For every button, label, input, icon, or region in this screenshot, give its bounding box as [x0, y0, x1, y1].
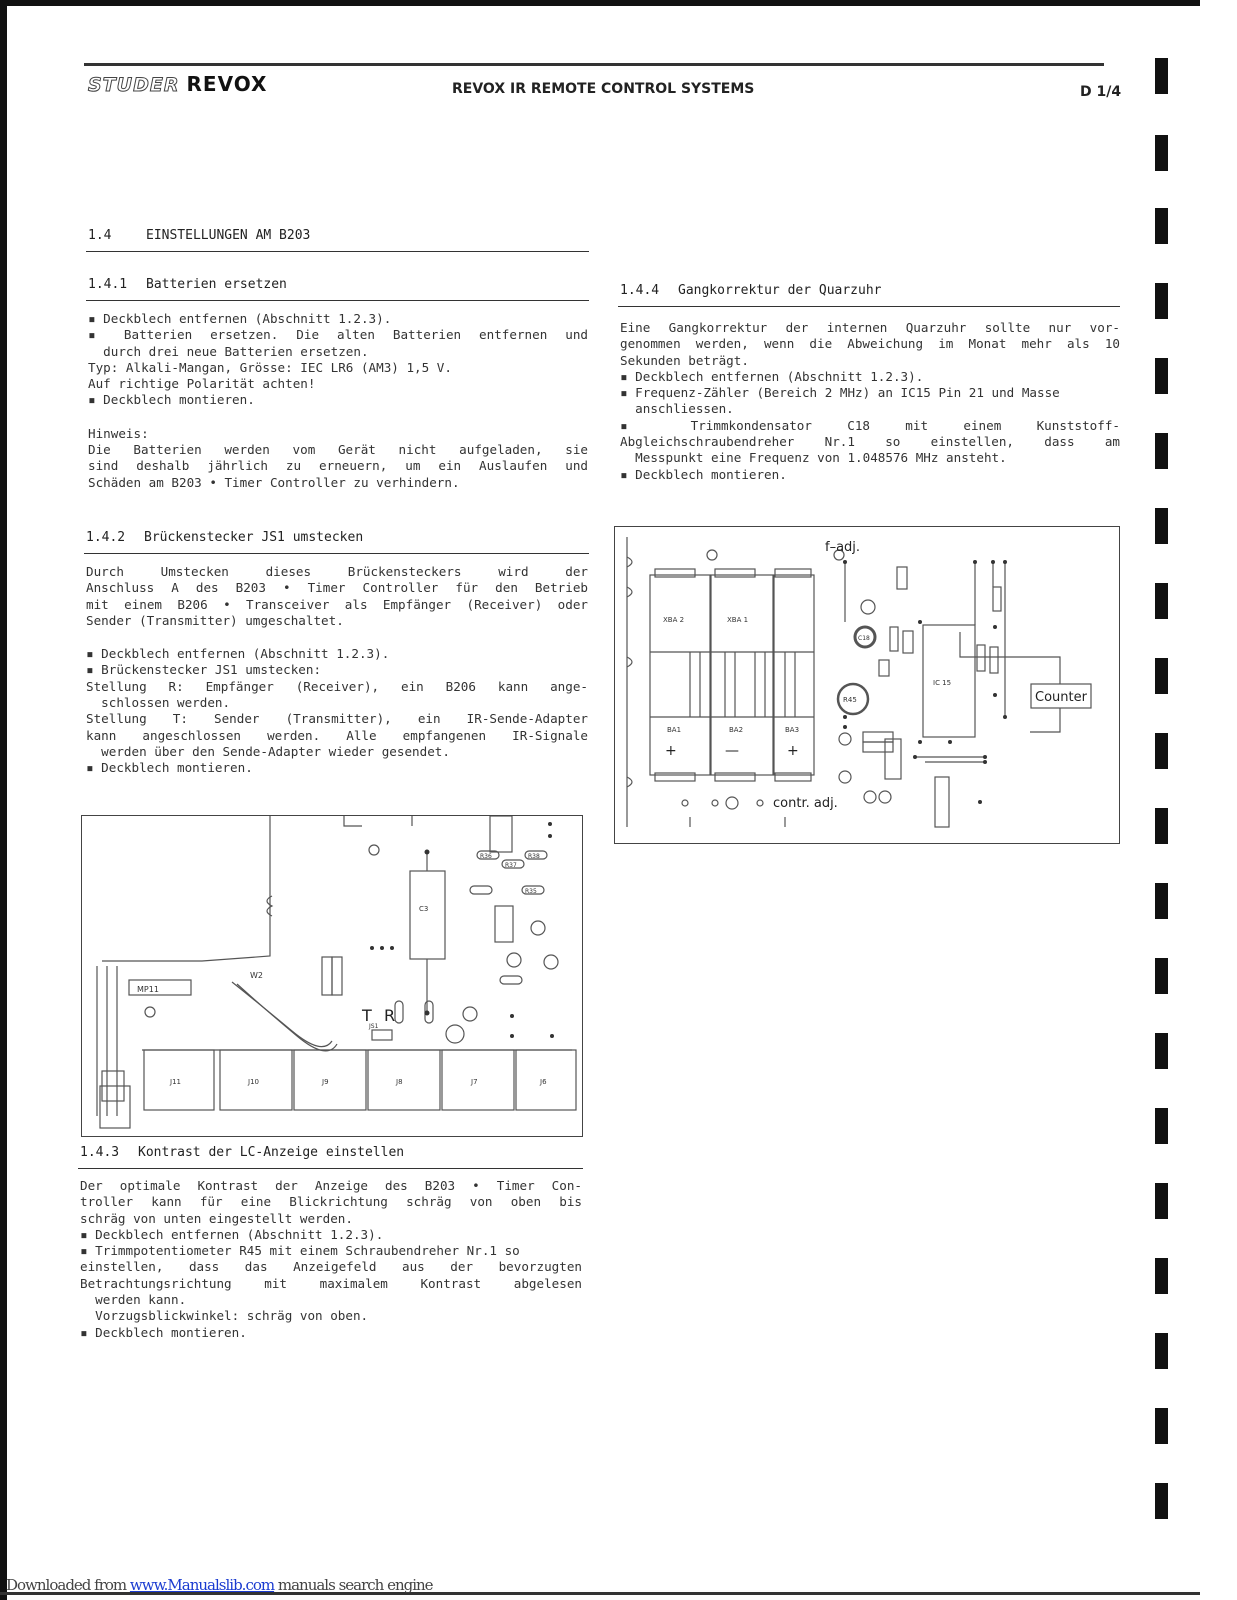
text-line: ▪ Deckblech entfernen (Abschnitt 1.2.3).	[80, 1226, 384, 1242]
text-line: Stellung R: Empfänger (Receiver), ein B206 kann ange-	[86, 678, 588, 694]
label-xba2: XBA 2	[663, 616, 685, 624]
label-r: R	[384, 1006, 396, 1025]
text-line: Sender (Transmitter) umgeschaltet.	[86, 612, 344, 628]
download-footer	[6, 1576, 433, 1594]
section-1-4-1-body	[88, 311, 588, 491]
section-title: Batterien ersetzen	[146, 277, 287, 292]
text-line: kann angeschlossen werden. Alle empfangenen IR-Signale	[86, 727, 588, 743]
text-line: ▪ Deckblech entfernen (Abschnitt 1.2.3).	[86, 646, 390, 662]
text-line: ▪ Deckblech entfernen (Abschnitt 1.2.3).	[88, 311, 392, 326]
section-1-4-2-heading	[86, 530, 363, 545]
label-c18: C18	[858, 635, 870, 642]
label-js1: JS1	[369, 1023, 379, 1030]
section-number: 1.4.4	[620, 283, 660, 298]
document-title: REVOX IR REMOTE CONTROL SYSTEMS	[452, 81, 755, 97]
label-w2: W2	[250, 971, 263, 980]
board-diagram	[82, 816, 582, 1136]
section-rule	[618, 306, 1120, 307]
label-plus-2: +	[787, 743, 799, 759]
text-line: ▪ Deckblech montieren.	[620, 466, 787, 482]
text-line: mit einem B206 • Transceiver als Empfänger (Receiver) oder	[86, 596, 588, 612]
text-line: ▪ Brückenstecker JS1 umstecken:	[86, 662, 322, 678]
text-line: werden über den Sende-Adapter wieder gesendet.	[86, 743, 450, 759]
header-rule	[84, 63, 1104, 66]
label-ba1: BA1	[667, 726, 682, 734]
section-number: 1.4	[88, 228, 112, 243]
text-line: ▪ Trimmkondensator C18 mit einem Kunststoff-	[620, 417, 1120, 433]
section-rule	[84, 553, 589, 554]
text-line: ▪ Deckblech montieren.	[86, 760, 253, 776]
text-line: Der optimale Kontrast der Anzeige des B203 • Timer Con-	[80, 1178, 582, 1193]
text-line: ▪ Deckblech entfernen (Abschnitt 1.2.3).	[620, 368, 924, 384]
text-line: sind deshalb jährlich zu erneuern, um ein Auslaufen und	[88, 458, 588, 474]
text-line: ▪ Batterien ersetzen. Die alten Batterien entfernen und	[88, 327, 588, 343]
label-r45: R45	[843, 696, 857, 704]
page-number: D 1/4	[1080, 84, 1122, 100]
scan-left-border	[0, 0, 7, 1600]
figure-main-board	[81, 815, 583, 1137]
logo-studer: STUDER	[88, 74, 180, 96]
section-title: Kontrast der LC-Anzeige einstellen	[138, 1145, 405, 1160]
text-line: durch drei neue Batterien ersetzen.	[88, 343, 369, 359]
label-r37: R37	[505, 862, 517, 869]
label-t: T	[362, 1006, 372, 1025]
label-r35: R35	[525, 888, 537, 895]
section-1-4-3-heading	[80, 1145, 404, 1160]
text-line: genommen werden, wenn die Abweichung im Monat mehr als 10	[620, 336, 1120, 352]
section-number: 1.4.1	[88, 277, 128, 292]
text-line: ▪ Deckblech montieren.	[88, 392, 255, 408]
label-mp11: MP11	[137, 985, 159, 994]
scan-top-border	[0, 0, 1200, 6]
note-label: Hinweis:	[88, 425, 149, 441]
logo-revox: REVOX	[186, 72, 268, 96]
text-line: Anschluss A des B203 • Timer Controller für den Betrieb	[86, 580, 588, 596]
text-line: Schäden am B203 • Timer Controller zu verhindern.	[88, 474, 460, 490]
label-j6: J6	[540, 1078, 547, 1086]
section-1-4-3-body	[80, 1178, 582, 1341]
text-line: ▪ Frequenz-Zähler (Bereich 2 MHz) an IC15 Pin 21 und Masse	[620, 385, 1060, 401]
text-line: Auf richtige Polarität achten!	[88, 376, 316, 392]
label-f-adj: f–adj.	[825, 540, 861, 555]
label-ba2: BA2	[729, 726, 744, 734]
text-line: anschliessen.	[620, 401, 734, 417]
label-j10: J10	[248, 1078, 259, 1086]
text-line: Eine Gangkorrektur der internen Quarzuhr sollte nur vor-	[620, 320, 1120, 335]
text-line: Die Batterien werden vom Gerät nicht aufgeladen, sie	[88, 442, 588, 458]
text-line: ▪ Deckblech montieren.	[80, 1324, 247, 1340]
section-1-4-4-heading	[620, 283, 882, 298]
label-j9: J9	[322, 1078, 329, 1086]
text-line: Abgleichschraubendreher Nr.1 so einstellen, dass am	[620, 434, 1120, 450]
label-ic15: IC 15	[933, 679, 952, 687]
label-minus: —	[725, 743, 739, 759]
text-line: Stellung T: Sender (Transmitter), ein IR-Sende-Adapter	[86, 711, 588, 727]
footer-suffix: manuals search engine	[274, 1576, 433, 1594]
section-title: EINSTELLUNGEN AM B203	[146, 228, 311, 243]
label-j11: J11	[170, 1078, 181, 1086]
label-j8: J8	[396, 1078, 403, 1086]
label-contr-adj: contr. adj.	[773, 796, 838, 811]
section-rule	[86, 251, 589, 252]
section-number: 1.4.3	[80, 1145, 120, 1160]
section-1-4-heading	[88, 228, 310, 243]
text-line: Vorzugsblickwinkel: schräg von oben.	[80, 1308, 369, 1324]
label-counter: Counter	[1035, 690, 1087, 705]
label-ba3: BA3	[785, 726, 800, 734]
text-line: Durch Umstecken dieses Brückensteckers wird der	[86, 564, 588, 579]
text-line: schlossen werden.	[86, 695, 231, 711]
label-j7: J7	[471, 1078, 478, 1086]
section-title: Gangkorrektur der Quarzuhr	[678, 283, 882, 298]
label-c3: C3	[419, 905, 429, 913]
text-line: einstellen, dass das Anzeigefeld aus der bevorzugten	[80, 1259, 582, 1275]
label-r36: R36	[480, 853, 492, 860]
section-1-4-2-body	[86, 564, 588, 777]
studer-revox-logo	[88, 72, 267, 96]
text-line: Sekunden beträgt.	[620, 352, 749, 368]
section-number: 1.4.2	[86, 530, 126, 545]
text-line: werden kann.	[80, 1292, 187, 1308]
label-plus-1: +	[665, 743, 677, 759]
section-1-4-4-body	[620, 320, 1120, 483]
manualslib-link[interactable]: www.Manualslib.com	[129, 1576, 275, 1594]
text-line: Messpunkt eine Frequenz von 1.048576 MHz ansteht.	[620, 450, 1007, 466]
section-title: Brückenstecker JS1 umstecken	[144, 530, 364, 545]
section-rule	[78, 1168, 583, 1169]
text-line: ▪ Trimmpotentiometer R45 mit einem Schraubendreher Nr.1 so	[80, 1243, 520, 1259]
section-1-4-1-heading	[88, 277, 287, 292]
section-rule	[86, 300, 589, 301]
text-line: schräg von unten eingestellt werden.	[80, 1210, 353, 1226]
footer-prefix: Downloaded from	[6, 1576, 130, 1594]
label-r38: R38	[528, 853, 540, 860]
text-line: Typ: Alkali-Mangan, Grösse: IEC LR6 (AM3) 1,5 V.	[88, 359, 452, 375]
label-xba1: XBA 1	[727, 616, 749, 624]
battery-board-diagram	[615, 527, 1119, 843]
text-line: troller kann für eine Blickrichtung schräg von oben bis	[80, 1194, 582, 1210]
text-line: Betrachtungsrichtung mit maximalem Kontrast abgelesen	[80, 1275, 582, 1291]
figure-battery-board	[614, 526, 1120, 844]
